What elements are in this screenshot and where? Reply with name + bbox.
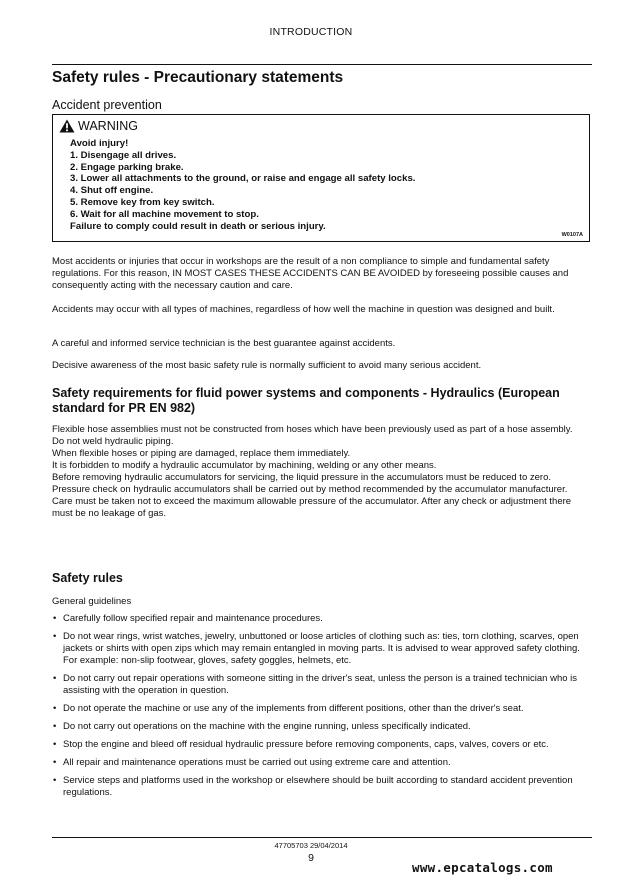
- hydraulics-line: It is forbidden to modify a hydraulic accumulator by machining, welding or any other means.: [52, 460, 437, 471]
- list-item: • All repair and maintenance operations must be carried out using extreme care and attention.: [52, 757, 592, 769]
- warning-line: 3. Lower all attachments to the ground, or raise and engage all safety locks.: [70, 173, 416, 185]
- paragraph: Accidents may occur with all types of machines, regardless of how well the machine in question was designed and built.: [52, 304, 555, 315]
- list-item: • Carefully follow specified repair and maintenance procedures.: [52, 613, 592, 625]
- hydraulics-line: Do not weld hydraulic piping.: [52, 436, 174, 447]
- warning-label: WARNING: [78, 119, 138, 133]
- warning-line: 4. Shut off engine.: [70, 185, 154, 197]
- warning-header: [59, 119, 138, 133]
- hydraulics-text: [52, 424, 592, 520]
- top-rule: [52, 64, 592, 65]
- paragraph: Most accidents or injuries that occur in workshops are the result of a non compliance to simple and fundamental safety regulations. For this reason, IN MOST CASES THESE ACCIDENTS CAN BE AVOIDED by foreseeing possible causes and consequently acting with the necessary caution and care.: [52, 256, 569, 291]
- warning-line: 6. Wait for all machine movement to stop.: [70, 208, 259, 220]
- watermark: www.epcatalogs.com: [412, 860, 553, 875]
- safety-rules-list: [52, 613, 592, 805]
- bottom-rule: [52, 837, 592, 838]
- list-item: • Do not wear rings, wrist watches, jewelry, unbuttoned or loose articles of clothing such as: ties, torn clothing, scarves, open jackets or shirts with open zips which may remain entangled in moving parts. It is advised to wear approved safety clothing. For example: non-slip footwear, gloves, safety goggles, helmets, etc.: [52, 631, 592, 667]
- page-number: 9: [308, 852, 314, 864]
- general-guidelines-subheading: General guidelines: [52, 596, 132, 607]
- hydraulics-heading: Safety requirements for fluid power systems and components - Hydraulics (European standard for PR EN 982): [52, 386, 560, 415]
- list-item: • Stop the engine and bleed off residual hydraulic pressure before removing components, caps, valves, covers or etc.: [52, 739, 592, 751]
- footer-doc-code: 47705703 29/04/2014: [274, 841, 348, 850]
- warning-line: 1. Disengage all drives.: [70, 149, 177, 161]
- warning-line: 2. Engage parking brake.: [70, 161, 184, 173]
- warning-line: Avoid injury!: [70, 138, 129, 149]
- safety-rules-heading: Safety rules: [52, 571, 123, 585]
- accident-prevention-heading: Accident prevention: [52, 98, 162, 112]
- list-item: • Do not carry out repair operations with someone sitting in the driver's seat, unless the person is a trained technician who is assisting with the operation in question.: [52, 673, 592, 697]
- hydraulics-line: Pressure check on hydraulic accumulators shall be carried out by method recommended by the accumulator manufacturer.: [52, 484, 568, 495]
- list-item: • Do not carry out operations on the machine with the engine running, unless specifically indicated.: [52, 721, 592, 733]
- page-title: Safety rules - Precautionary statements: [52, 69, 344, 86]
- warning-triangle-icon: [59, 119, 75, 133]
- warning-line: 5. Remove key from key switch.: [70, 196, 215, 208]
- warning-box: [52, 114, 590, 242]
- hydraulics-line: When flexible hoses or piping are damaged, replace them immediately.: [52, 448, 351, 459]
- hydraulics-line: Care must be taken not to exceed the maximum allowable pressure of the accumulator. After any check or adjustment there must be no leakage of gas.: [52, 496, 572, 519]
- list-item: • Service steps and platforms used in the workshop or elsewhere should be built according to standard accident prevention regulations.: [52, 775, 592, 799]
- warning-lines: [70, 138, 415, 232]
- hydraulics-line: Before removing hydraulic accumulators for servicing, the liquid pressure in the accumulators must be reduced to zero.: [52, 472, 551, 483]
- paragraph: Decisive awareness of the most basic safety rule is normally sufficient to avoid many serious accident.: [52, 360, 482, 371]
- warning-line: Failure to comply could result in death or serious injury.: [70, 220, 326, 232]
- page-header-title: INTRODUCTION: [269, 26, 353, 38]
- hydraulics-line: Flexible hose assemblies must not be constructed from hoses which have been previously used as part of a hose assembly.: [52, 424, 573, 435]
- paragraph: A careful and informed service technician is the best guarantee against accidents.: [52, 338, 396, 349]
- warning-code: W0107A: [561, 232, 583, 238]
- list-item: • Do not operate the machine or use any of the implements from different positions, other than the driver's seat.: [52, 703, 592, 715]
